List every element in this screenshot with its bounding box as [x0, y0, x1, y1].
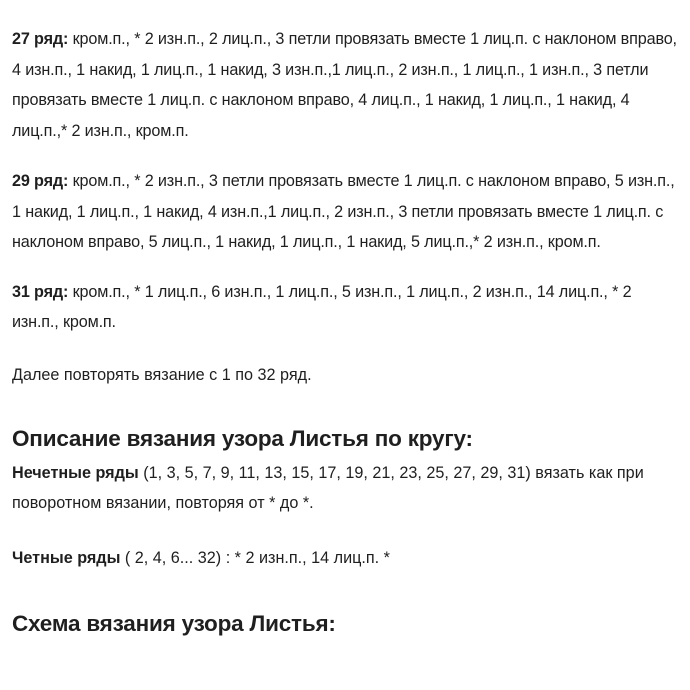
- odd-rows-paragraph: [12, 458, 680, 519]
- round-heading: Описание вязания узора Листья по кругу:: [12, 425, 473, 451]
- row-31-text: кром.п., * 1 лиц.п., 6 изн.п., 1 лиц.п., 5 изн.п., 1 лиц.п., 2 изн.п., 14 лиц.п., * 2 изн.п., кром.п.: [12, 282, 632, 331]
- odd-rows-label: Нечетные ряды: [12, 463, 139, 482]
- row-31-label: 31 ряд:: [12, 282, 69, 301]
- row-29-text: кром.п., * 2 изн.п., 3 петли провязать вместе 1 лиц.п. с наклоном вправо, 5 изн.п., 1 накид, 1 лиц.п., 1 накид, 4 изн.п.,1 лиц.п., 2 изн.п., 3 петли провязать вместе 1 лиц.п. с наклоном вправо, 5 лиц.п., 1 накид, 1 лиц.п., 1 накид, 5 лиц.п.,* 2 изн.п., кром.п.: [12, 172, 675, 251]
- even-rows-text: ( 2, 4, 6... 32) : * 2 изн.п., 14 лиц.п. *: [120, 548, 390, 567]
- even-rows-paragraph: [12, 543, 680, 573]
- row-27-label: 27 ряд:: [12, 30, 69, 48]
- scheme-heading: Схема вязания узора Листья:: [12, 610, 336, 636]
- row-27-paragraph: [12, 24, 680, 146]
- row-31-paragraph: [12, 277, 680, 338]
- repeat-note: Далее повторять вязание с 1 по 32 ряд.: [12, 365, 312, 384]
- odd-rows-text: (1, 3, 5, 7, 9, 11, 13, 15, 17, 19, 21, 23, 25, 27, 29, 31) вязать как при поворотном вязании, повторяя от * до *.: [12, 463, 644, 512]
- row-29-paragraph: [12, 166, 680, 258]
- row-27-text: кром.п., * 2 изн.п., 2 лиц.п., 3 петли провязать вместе 1 лиц.п. с наклоном вправо, 4 изн.п., 1 накид, 1 лиц.п., 1 накид, 3 изн.п.,1 лиц.п., 2 изн.п., 1 лиц.п., 1 изн.п., 3 петли провязать вместе 1 лиц.п. с наклоном вправо, 4 лиц.п., 1 накид, 1 лиц.п., 1 накид, 4 лиц.п.,* 2 изн.п., кром.п.: [12, 30, 677, 140]
- even-rows-label: Четные ряды: [12, 548, 121, 567]
- row-29-label: 29 ряд:: [12, 172, 69, 190]
